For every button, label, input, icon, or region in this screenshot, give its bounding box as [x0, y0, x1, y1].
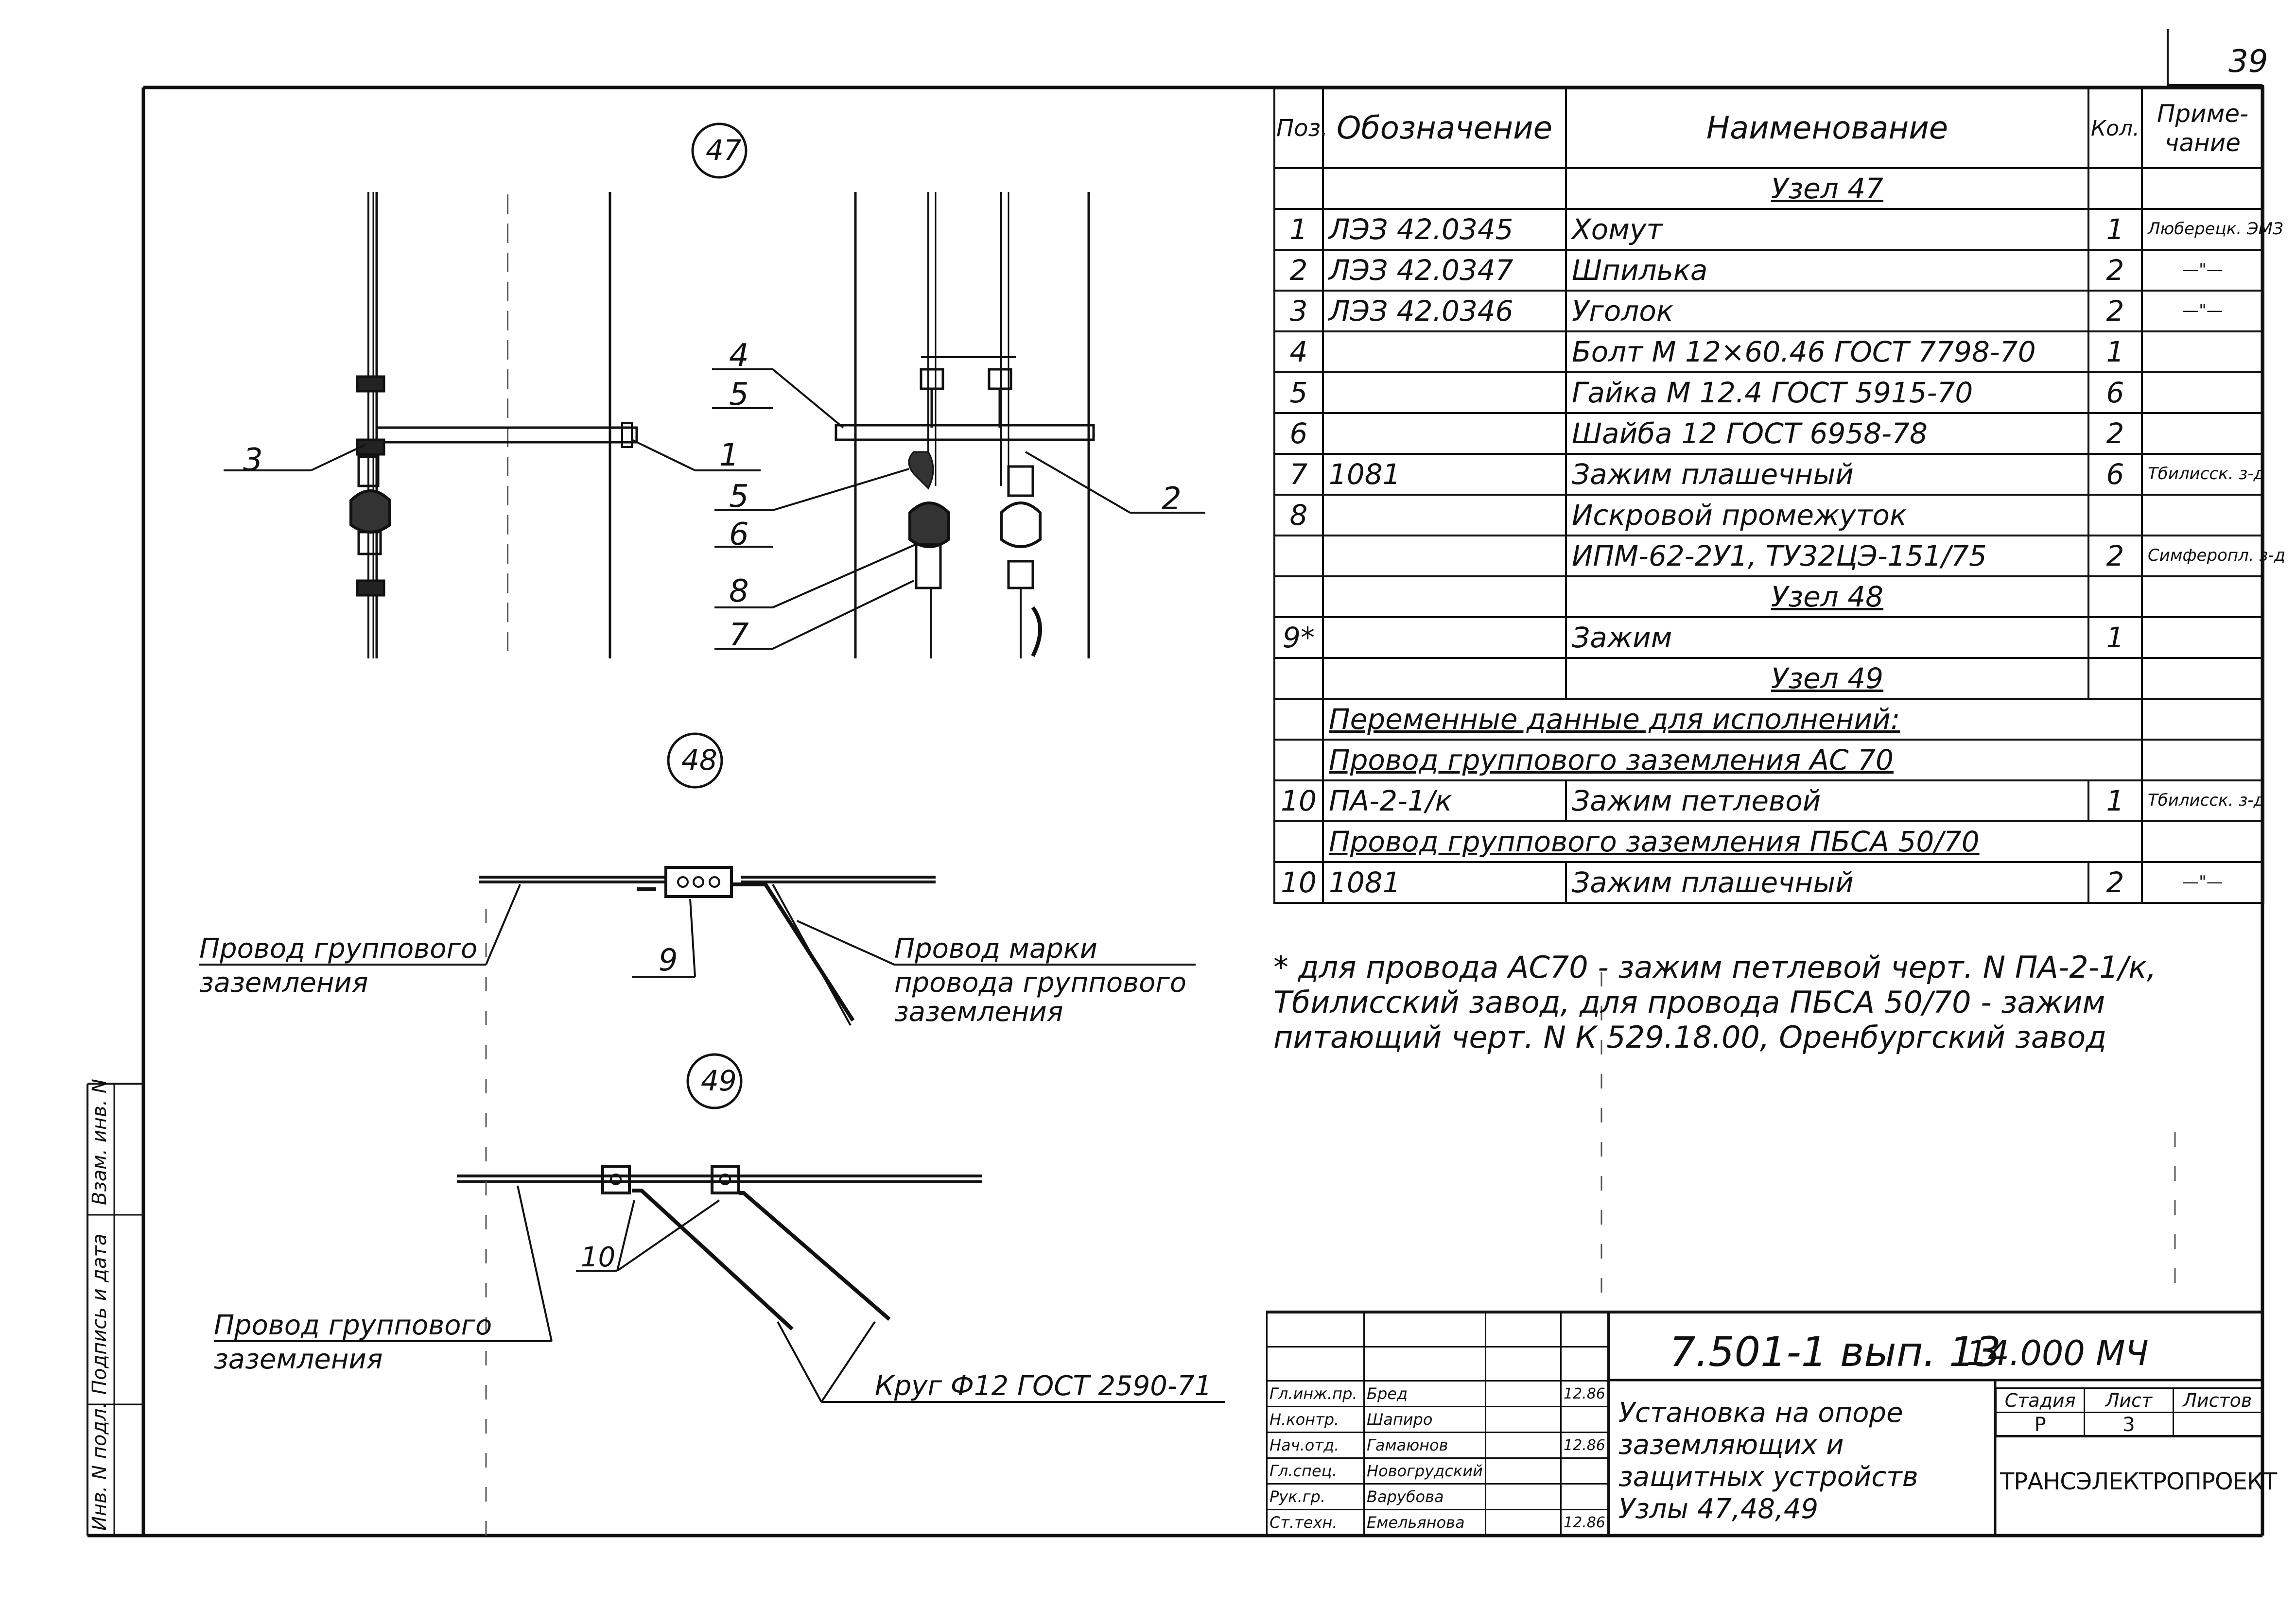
- spec-cell-note: Тбилисск. з-д: [2142, 780, 2263, 821]
- spec-cell-qty: 1: [2088, 780, 2142, 821]
- signature-role: Гл.спец.: [1267, 1458, 1364, 1484]
- spec-row: [1274, 250, 2263, 291]
- spec-cell-designation: ЛЭЗ 42.0345: [1323, 209, 1566, 250]
- spec-row: [1274, 372, 2263, 413]
- spec-row: [1274, 331, 2263, 372]
- spec-row: [1274, 576, 2263, 617]
- spec-header-note-1: Приме-: [2157, 100, 2249, 128]
- spec-cell-qty: 1: [2088, 209, 2142, 250]
- drawing-title: Установка на опоре заземляющих и защитных устройств Узлы 47,48,49: [1618, 1397, 1918, 1525]
- spec-cell-note: [2142, 495, 2263, 536]
- spec-cell-name: Уголок: [1566, 291, 2088, 331]
- spec-cell-pos: 8: [1274, 495, 1323, 536]
- spec-row: [1274, 658, 2263, 699]
- spec-cell-pos: 7: [1274, 454, 1323, 495]
- signature-role: Нач.отд.: [1267, 1433, 1364, 1458]
- node48-wire-right-2: провода группового: [894, 967, 1187, 999]
- spec-row: [1274, 454, 2263, 495]
- signature-date: 12.86: [1561, 1381, 1610, 1407]
- spec-cell-qty: 2: [2088, 536, 2142, 576]
- signature-name: Варубова: [1364, 1484, 1486, 1510]
- stamp-replace-inv: Взам. инв. N: [88, 1079, 111, 1205]
- spec-cell-designation: [1323, 372, 1566, 413]
- spec-cell-pos: 3: [1274, 291, 1323, 331]
- spec-header-note: [2142, 88, 2263, 168]
- spec-cell-designation: [1323, 536, 1566, 576]
- signature-name: Новогрудский: [1364, 1458, 1486, 1484]
- spec-row: [1274, 740, 2263, 780]
- spec-cell-designation: 1081: [1323, 862, 1566, 903]
- node49-rod: Круг Ф12 ГОСТ 2590-71: [875, 1370, 1212, 1402]
- spec-cell-pos: 10: [1274, 780, 1323, 821]
- callout-7: 7: [729, 617, 749, 653]
- callout-2: 2: [1162, 481, 1182, 517]
- node49-circle-number: 49: [701, 1064, 737, 1097]
- spec-row: [1274, 209, 2263, 250]
- spec-cell-qty: 1: [2088, 617, 2142, 658]
- stamp-sign-date: Подпись и дата: [88, 1233, 111, 1395]
- spec-cell-qty: [2088, 495, 2142, 536]
- spec-cell-pos: 2: [1274, 250, 1323, 291]
- spec-cell-designation: [1323, 617, 1566, 658]
- spec-cell-pos: 9*: [1274, 617, 1323, 658]
- spec-header-pos: Поз.: [1274, 88, 1323, 168]
- spec-cell-qty: 6: [2088, 372, 2142, 413]
- sheet-value: 3: [2085, 1413, 2173, 1437]
- spec-cell-pos: [1274, 536, 1323, 576]
- spec-row: [1274, 862, 2263, 903]
- spec-cell-note: Симферопл. з-д: [2142, 536, 2263, 576]
- spec-cell-text: Переменные данные для исполнений:: [1323, 699, 2142, 740]
- callout-3: 3: [243, 442, 263, 478]
- spec-cell-note: —"—: [2142, 291, 2263, 331]
- organization: ТРАНСЭЛЕКТРОПРОЕКТ: [2000, 1468, 2277, 1495]
- footnote: * для провода АС70 - зажим петлевой черт. N ПА-2-1/к, Тбилисский завод, для провода ПБСА 50/70 - зажим питающий черт. N К 529.18.00, Оренбургский завод: [1273, 950, 2157, 1055]
- spec-cell-name: Зажим плашечный: [1566, 454, 2088, 495]
- spec-cell-name: Хомут: [1566, 209, 2088, 250]
- spec-row: [1274, 495, 2263, 536]
- spec-cell-name: Узел 47: [1566, 168, 2088, 209]
- spec-cell-designation: ЛЭЗ 42.0347: [1323, 250, 1566, 291]
- sheets-label: Листов: [2173, 1388, 2261, 1413]
- spec-cell-name: Зажим: [1566, 617, 2088, 658]
- spec-cell-note: Тбилисск. з-д: [2142, 454, 2263, 495]
- stage-value: Р: [1996, 1413, 2085, 1437]
- signature-name: Гамаюнов: [1364, 1433, 1486, 1458]
- spec-cell-designation: ЛЭЗ 42.0346: [1323, 291, 1566, 331]
- spec-row: [1274, 699, 2263, 740]
- spec-row: [1274, 168, 2263, 209]
- spec-cell-qty: 2: [2088, 862, 2142, 903]
- signature-role: Н.контр.: [1267, 1407, 1364, 1433]
- spec-header-designation: Обозначение: [1323, 88, 1566, 168]
- spec-header-qty: Кол.: [2088, 88, 2142, 168]
- node48-circle-number: 48: [681, 743, 717, 777]
- spec-cell-note: [2142, 413, 2263, 454]
- signature-role: Ст.техн.: [1267, 1510, 1364, 1536]
- spec-cell-name: Зажим плашечный: [1566, 862, 2088, 903]
- sheet-label: Лист: [2085, 1388, 2173, 1413]
- spec-cell-designation: ПА-2-1/к: [1323, 780, 1566, 821]
- spec-cell-designation: [1323, 495, 1566, 536]
- spec-header-row: [1274, 88, 2263, 168]
- node49-wire-left-2: заземления: [214, 1344, 383, 1375]
- spec-header-name: Наименование: [1566, 88, 2088, 168]
- spec-row: [1274, 821, 2263, 862]
- callout-4: 4: [729, 338, 749, 374]
- spec-cell-designation: [1323, 413, 1566, 454]
- spec-cell-pos: 1: [1274, 209, 1323, 250]
- callout-5b: 5: [729, 479, 749, 515]
- spec-cell-designation: [1323, 331, 1566, 372]
- specification-table: [1273, 87, 2286, 904]
- spec-row: [1274, 413, 2263, 454]
- spec-cell-name: Шайба 12 ГОСТ 6958-78: [1566, 413, 2088, 454]
- spec-cell-qty: 2: [2088, 413, 2142, 454]
- sheet-number: 39: [2228, 44, 2268, 80]
- spec-cell-name: ИПМ-62-2У1, ТУ32ЦЭ-151/75: [1566, 536, 2088, 576]
- signature-role: Гл.инж.пр.: [1267, 1381, 1364, 1407]
- title-block: [1266, 1312, 2277, 1536]
- signature-date: 12.86: [1561, 1510, 1610, 1536]
- spec-cell-text: Провод группового заземления АС 70: [1323, 740, 2142, 780]
- spec-row: [1274, 291, 2263, 331]
- spec-cell-pos: 5: [1274, 372, 1323, 413]
- node48-wire-right-3: заземления: [894, 996, 1063, 1028]
- spec-cell-note: —"—: [2142, 250, 2263, 291]
- spec-cell-note: —"—: [2142, 862, 2263, 903]
- spec-cell-note: [2142, 372, 2263, 413]
- node47-left-view: [224, 124, 761, 658]
- spec-row: [1274, 617, 2263, 658]
- spec-cell-pos: 4: [1274, 331, 1323, 372]
- spec-cell-qty: 6: [2088, 454, 2142, 495]
- spec-cell-designation: 1081: [1323, 454, 1566, 495]
- spec-cell-qty: 2: [2088, 291, 2142, 331]
- spec-cell-qty: 2: [2088, 250, 2142, 291]
- node48-wire-right-1: Провод марки: [894, 933, 1098, 965]
- node48-wire-left-1: Провод группового: [199, 933, 478, 965]
- spec-cell-name: Узел 48: [1566, 576, 2088, 617]
- callout-1: 1: [719, 437, 739, 473]
- signature-name: Емельянова: [1364, 1510, 1486, 1536]
- doc-sub: 14.000 МЧ: [1966, 1333, 2149, 1373]
- callout-6: 6: [729, 517, 749, 553]
- node49-wire-left-1: Провод группового: [214, 1310, 492, 1341]
- spec-cell-note: [2142, 617, 2263, 658]
- spec-cell-name: Шпилька: [1566, 250, 2088, 291]
- spec-cell-name: Болт М 12×60.46 ГОСТ 7798-70: [1566, 331, 2088, 372]
- spec-row: [1274, 536, 2263, 576]
- spec-header-note-2: чание: [2164, 129, 2241, 157]
- spec-cell-pos: 10: [1274, 862, 1323, 903]
- signature-name: Бред: [1364, 1381, 1486, 1407]
- callout-9: 9: [659, 942, 678, 978]
- doc-code: 7.501-1 вып. 13: [1670, 1328, 2001, 1376]
- spec-cell-name: Искровой промежуток: [1566, 495, 2088, 536]
- signature-name: Шапиро: [1364, 1407, 1486, 1433]
- spec-cell-name: Узел 49: [1566, 658, 2088, 699]
- spec-cell-name: Гайка М 12.4 ГОСТ 5915-70: [1566, 372, 2088, 413]
- stamp-inv-orig: Инв. N подл.: [88, 1402, 111, 1531]
- callout-10: 10: [581, 1242, 616, 1273]
- signature-date: 12.86: [1561, 1433, 1610, 1458]
- spec-cell-name: Зажим петлевой: [1566, 780, 2088, 821]
- spec-cell-note: [2142, 331, 2263, 372]
- node48-wire-left-2: заземления: [199, 967, 368, 999]
- spec-cell-qty: 1: [2088, 331, 2142, 372]
- spec-body: [1274, 168, 2286, 903]
- spec-cell-text: Провод группового заземления ПБСА 50/70: [1323, 821, 2142, 862]
- signature-role: Рук.гр.: [1267, 1484, 1364, 1510]
- callout-5a: 5: [729, 377, 749, 413]
- spec-row: [1274, 780, 2263, 821]
- spec-cell-note: Люберецк. ЭМЗ: [2142, 209, 2263, 250]
- spec-cell-pos: 6: [1274, 413, 1323, 454]
- stage-label: Стадия: [1996, 1388, 2085, 1413]
- node47-right-view: [712, 192, 1205, 658]
- title-block-lines: [1266, 1312, 2262, 1536]
- node47-circle-number: 47: [706, 134, 742, 167]
- callout-8: 8: [729, 573, 749, 609]
